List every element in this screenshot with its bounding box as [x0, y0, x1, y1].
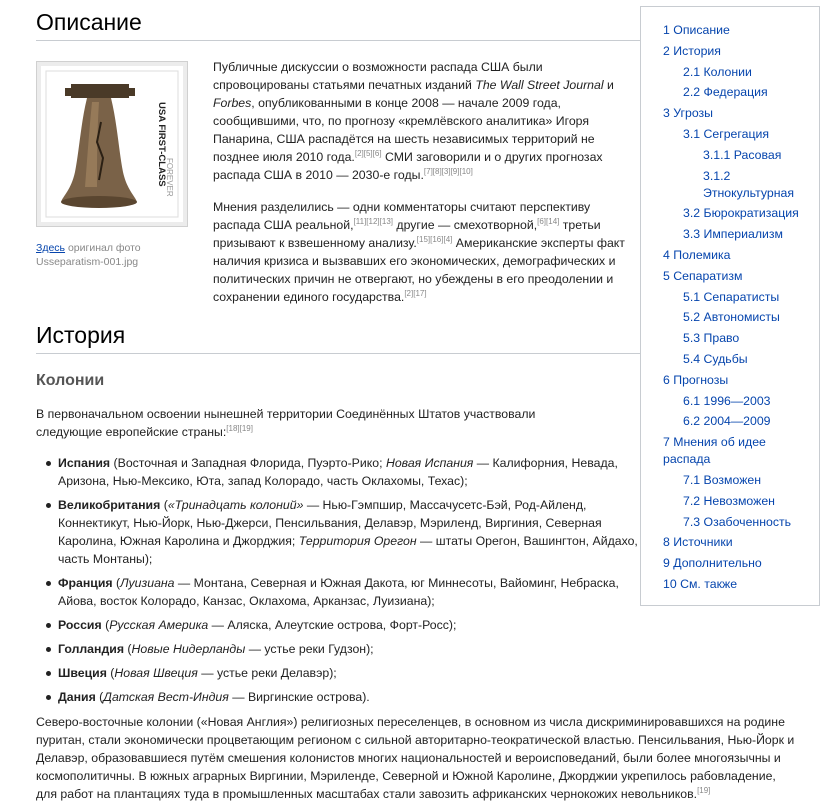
text-run: (: [101, 618, 110, 632]
text-run: (: [124, 642, 132, 656]
text-run: , опубликованными в конце 2008 — начале 2009 года, сообщившими, что, по прогнозу «кремлёвского аналитика» Игоря Панарина, США распадётся на шесть независимых территорий не позднее июля 2010 года.: [213, 96, 595, 164]
text-run: Северо-восточные колонии («Новая Англия») религиозных переселенцев, в основном из числа дискриминировавшихся на родине пуритан, стали экономически процветающим регионом с сильной авторитарно-теократической властью. Пенсильвания, Нью-Йорк и Делавэр, образовавшиеся путём смешения колонистов многих национальностей и вероисповеданий, были более многоязычны и космополитичны. В южных аграрных Виргинии, Мэриленде, Северной и Южной Каролине, Джорджии укрепилось рабовладение, для работ на плантациях туда в промышленных масштабах стали завозить африканских чернокожих невольников.: [36, 715, 795, 801]
list-item: [48, 454, 638, 490]
paragraph-intro: [213, 58, 640, 184]
svg-text:USA FIRST-CLASS: USA FIRST-CLASS: [156, 102, 167, 187]
toc-item[interactable]: 6.2 2004—2009: [683, 414, 771, 429]
list-item: [48, 640, 638, 658]
text-run: Новые Нидерланды: [131, 642, 246, 656]
reference-link[interactable]: [15][16][4]: [416, 235, 453, 244]
text-run: В первоначальном освоении нынешней территории Соединённых Штатов участвовали следующие европейские страны:: [36, 407, 536, 439]
text-run: — устье реки Делавэр);: [197, 666, 337, 680]
paragraph-colonization: [36, 405, 596, 441]
text-run: «Тринадцать колоний»: [167, 498, 304, 512]
reference-link[interactable]: [6][14]: [537, 217, 560, 226]
toc-item[interactable]: 8 Источники: [663, 535, 733, 550]
section-heading-opisanie: Описание: [36, 7, 640, 41]
caption-text: оригинал фото Usseparatism-001.jpg: [36, 242, 141, 268]
toc-item[interactable]: 3.1 Сегрегация: [683, 126, 770, 141]
text-run: — устье реки Гудзон);: [245, 642, 374, 656]
country-name: Голландия: [58, 642, 124, 656]
text-run: Датская Вест-Индия: [103, 690, 229, 704]
text-run: (: [106, 666, 115, 680]
toc-item[interactable]: 7.3 Озабоченность: [683, 514, 792, 529]
text-run: — Аляска, Алеутские острова, Форт-Росс);: [208, 618, 457, 632]
text-run: — Виргинские острова).: [228, 690, 370, 704]
paragraph-northeast-colonies: [36, 713, 796, 803]
text-run: — Калифорния, Невада, Аризона, Нью-Мексико, Юта, запад Колорадо, часть Оклахомы, Техас);: [58, 456, 618, 488]
toc-item[interactable]: 5 Сепаратизм: [663, 268, 743, 283]
toc-item[interactable]: 10 См. также: [663, 576, 738, 591]
text-run: третьи призывают к взвешенному анализу.: [213, 218, 601, 250]
country-name: Испания: [58, 456, 111, 470]
table-of-contents: [640, 6, 820, 606]
subsection-heading-kolonii: Колонии: [36, 372, 105, 389]
toc-item[interactable]: 2.2 Федерация: [683, 85, 768, 100]
list-item: [48, 688, 638, 706]
toc-item[interactable]: 7 Мнения об идее распада: [663, 435, 766, 467]
text-run: (: [95, 690, 104, 704]
text-run: Мнения разделились — одни комментаторы считают перспективу распада США реальной,: [213, 200, 591, 232]
caption-link[interactable]: Здесь: [36, 242, 66, 254]
list-item: [48, 496, 638, 568]
toc-item[interactable]: 6 Прогнозы: [663, 372, 729, 387]
toc-item[interactable]: 7.1 Возможен: [683, 472, 762, 487]
text-run: (: [160, 498, 168, 512]
text-run: Русская Америка: [109, 618, 209, 632]
text-run: — Нью-Гэмпшир, Массачусетс-Бэй, Род-Айленд, Коннектикут, Нью-Йорк, Нью-Джерси, Пенсильвания, Делавэр, Мэриленд, Виргиния, Северная Каролина, Южная Каролина и Джорджия;: [58, 498, 602, 548]
toc-item[interactable]: 7.2 Невозможен: [683, 493, 775, 508]
list-item: [48, 616, 638, 634]
toc-item[interactable]: 6.1 1996—2003: [683, 393, 771, 408]
toc-item[interactable]: 2.1 Колонии: [683, 64, 752, 79]
toc-item[interactable]: 9 Дополнительно: [663, 556, 762, 571]
forbes-title: Forbes: [213, 96, 252, 110]
toc-item[interactable]: 3.3 Империализм: [683, 227, 783, 242]
toc-item[interactable]: 5.2 Автономисты: [683, 310, 780, 325]
text-run: другие — смехотворной,: [392, 218, 538, 232]
list-item: [48, 574, 638, 610]
toc-item[interactable]: 3.2 Бюрократизация: [683, 206, 799, 221]
toc-item[interactable]: 5.1 Сепаратисты: [683, 289, 780, 304]
text-run: — Монтана, Северная и Южная Дакота, юг Миннесоты, Вайоминг, Небраска, Айова, восток Колорадо, Канзас, Оклахома, Арканзас, Луизиана);: [58, 576, 619, 608]
toc-item[interactable]: 2 История: [663, 43, 721, 58]
country-name: Франция: [58, 576, 113, 590]
text-run: и: [603, 78, 614, 92]
text-run: (: [112, 576, 121, 590]
text-run: (Восточная и Западная Флорида, Пуэрто-Рико;: [110, 456, 386, 470]
toc-item[interactable]: 3.1.2 Этнокультурная: [703, 168, 795, 200]
country-name: Россия: [58, 618, 102, 632]
text-run: Новая Испания: [385, 456, 474, 470]
country-name: Дания: [58, 690, 96, 704]
reference-link[interactable]: [2][5][6]: [354, 149, 382, 158]
text-run: Новая Швеция: [114, 666, 198, 680]
toc-item[interactable]: 4 Полемика: [663, 247, 731, 262]
reference-link[interactable]: [11][12][13]: [353, 217, 393, 226]
text-run: Американские эксперты факт наличия кризиса и вызвавших его экономических, демографических и политических причин не отвергают, но убеждены в его преодолении и сохранении единого государства.: [213, 236, 625, 304]
text-run: Луизиана: [120, 576, 175, 590]
section-heading-istoriya: История: [36, 320, 640, 354]
list-item: [48, 664, 638, 682]
paragraph-opinions: [36, 198, 640, 306]
text-run: — штаты Орегон, Вашингтон, Айдахо, часть Монтаны);: [58, 534, 638, 566]
toc-item[interactable]: 3.1.1 Расовая: [703, 147, 782, 162]
text-run: СМИ заговорили и о других прогнозах распада США в 2010 — 2030-е годы.: [213, 150, 603, 182]
wsj-title: The Wall Street Journal: [475, 78, 604, 92]
country-name: Швеция: [58, 666, 107, 680]
toc-item[interactable]: 3 Угрозы: [663, 106, 714, 121]
svg-text:FOREVER: FOREVER: [165, 158, 174, 197]
toc-item[interactable]: 5.3 Право: [683, 331, 740, 346]
reference-link[interactable]: [2][17]: [404, 289, 427, 298]
toc-item[interactable]: 5.4 Судьбы: [683, 351, 748, 366]
reference-link[interactable]: [19]: [697, 786, 711, 795]
country-name: Великобритания: [58, 498, 161, 512]
toc-item[interactable]: 1 Описание: [663, 23, 730, 37]
reference-link[interactable]: [18][19]: [226, 424, 253, 433]
text-run: Публичные дискуссии о возможности распада США были спровоцированы статьями печатных изданий: [213, 60, 543, 92]
countries-list: [36, 454, 638, 712]
reference-link[interactable]: [7][8][3][9][10]: [423, 167, 473, 176]
text-run: Территория Орегон: [298, 534, 417, 548]
